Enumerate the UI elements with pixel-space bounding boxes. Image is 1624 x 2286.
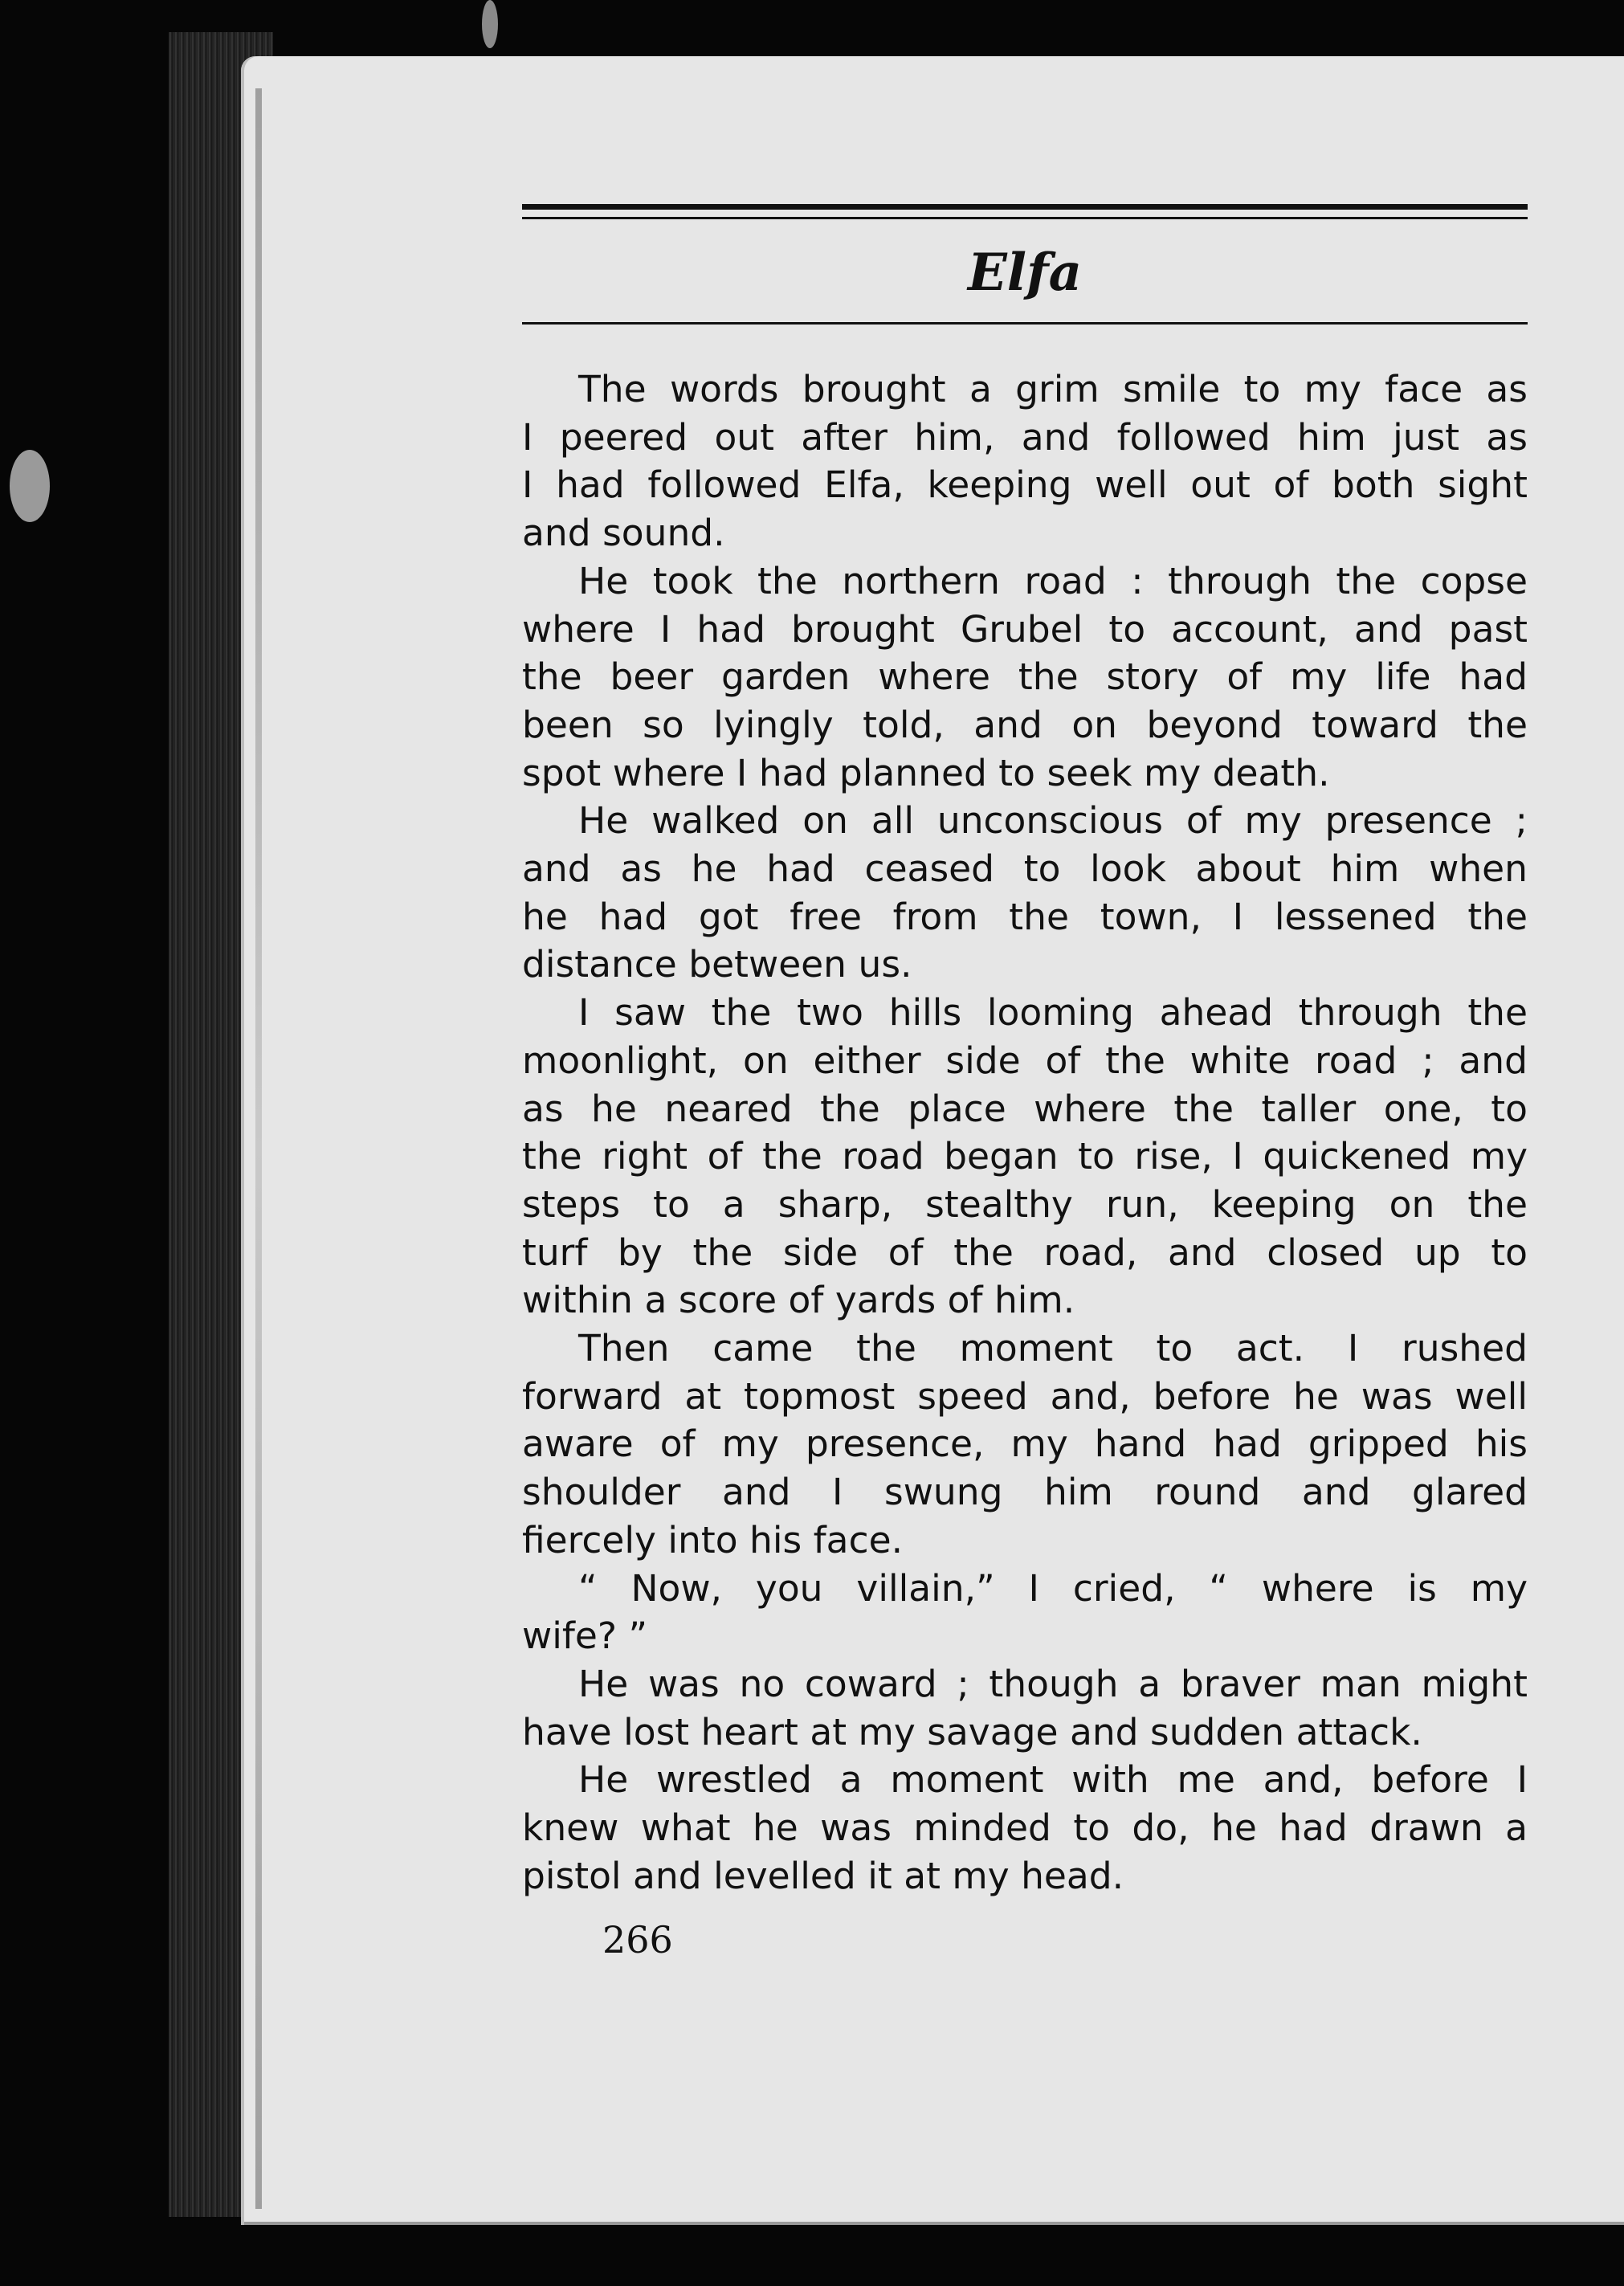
- text-line: He was no coward ; though a braver man might: [578, 1662, 1528, 1705]
- text-line: moonlight, on either side of the white road ; and: [522, 1039, 1528, 1082]
- scan-speck: [10, 450, 50, 522]
- header-rule-thin: [522, 217, 1528, 219]
- text-line: have lost heart at my savage and sudden attack.: [522, 1710, 1422, 1753]
- text-line: “ Now, you villain,” I cried, “ where is my: [578, 1566, 1528, 1610]
- text-line: He took the northern road : through the copse: [578, 559, 1528, 602]
- page-number: 266: [602, 1918, 673, 1961]
- text-line: steps to a sharp, stealthy run, keeping on the: [522, 1182, 1528, 1226]
- text-line: where I had brought Grubel to account, and past: [522, 607, 1528, 651]
- text-line: and as he had ceased to look about him when: [522, 847, 1528, 891]
- text-line: fiercely into his face.: [522, 1518, 904, 1561]
- text-line: pistol and levelled it at my head.: [522, 1854, 1124, 1897]
- text-line: forward at topmost speed and, before he was well: [522, 1374, 1528, 1418]
- text-line: wife? ”: [522, 1614, 648, 1658]
- text-line: I had followed Elfa, keeping well out of both sight: [522, 463, 1528, 507]
- text-line: distance between us.: [522, 943, 912, 986]
- text-line: The words brought a grim smile to my face as: [578, 368, 1528, 410]
- text-line: turf by the side of the road, and closed up to: [522, 1231, 1528, 1274]
- text-line: I saw the two hills looming ahead through the: [578, 991, 1528, 1035]
- header-rule-thick: [522, 204, 1528, 210]
- text-line: He walked on all unconscious of my presence ;: [578, 799, 1528, 843]
- text-line: He wrestled a moment with me and, before I: [578, 1758, 1528, 1802]
- page-fold-shadow: [255, 88, 262, 2209]
- text-line: I peered out after him, and followed him just as: [522, 415, 1528, 459]
- text-line: shoulder and I swung him round and glared: [522, 1471, 1528, 1514]
- header-rule-bottom: [522, 322, 1528, 325]
- text-line: he had got free from the town, I lessened the: [522, 895, 1528, 938]
- text-line: and sound.: [522, 512, 725, 555]
- text-line: as he neared the place where the taller one, to: [522, 1087, 1528, 1130]
- running-head: Elfa: [967, 243, 1083, 303]
- text-line: the beer garden where the story of my life had: [522, 655, 1528, 699]
- body-text: [522, 365, 1528, 1900]
- text-line: knew what he was minded to do, he had drawn a: [522, 1806, 1528, 1850]
- text-line: within a score of yards of him.: [522, 1279, 1075, 1322]
- text-line: aware of my presence, my hand had gripped his: [522, 1423, 1528, 1466]
- text-line: been so lyingly told, and on beyond toward the: [522, 703, 1528, 746]
- text-line: spot where I had planned to seek my death.: [522, 751, 1330, 794]
- text-line: the right of the road began to rise, I quickened my: [522, 1135, 1528, 1178]
- text-line: Then came the moment to act. I rushed: [578, 1327, 1528, 1370]
- scan-speck: [482, 0, 498, 48]
